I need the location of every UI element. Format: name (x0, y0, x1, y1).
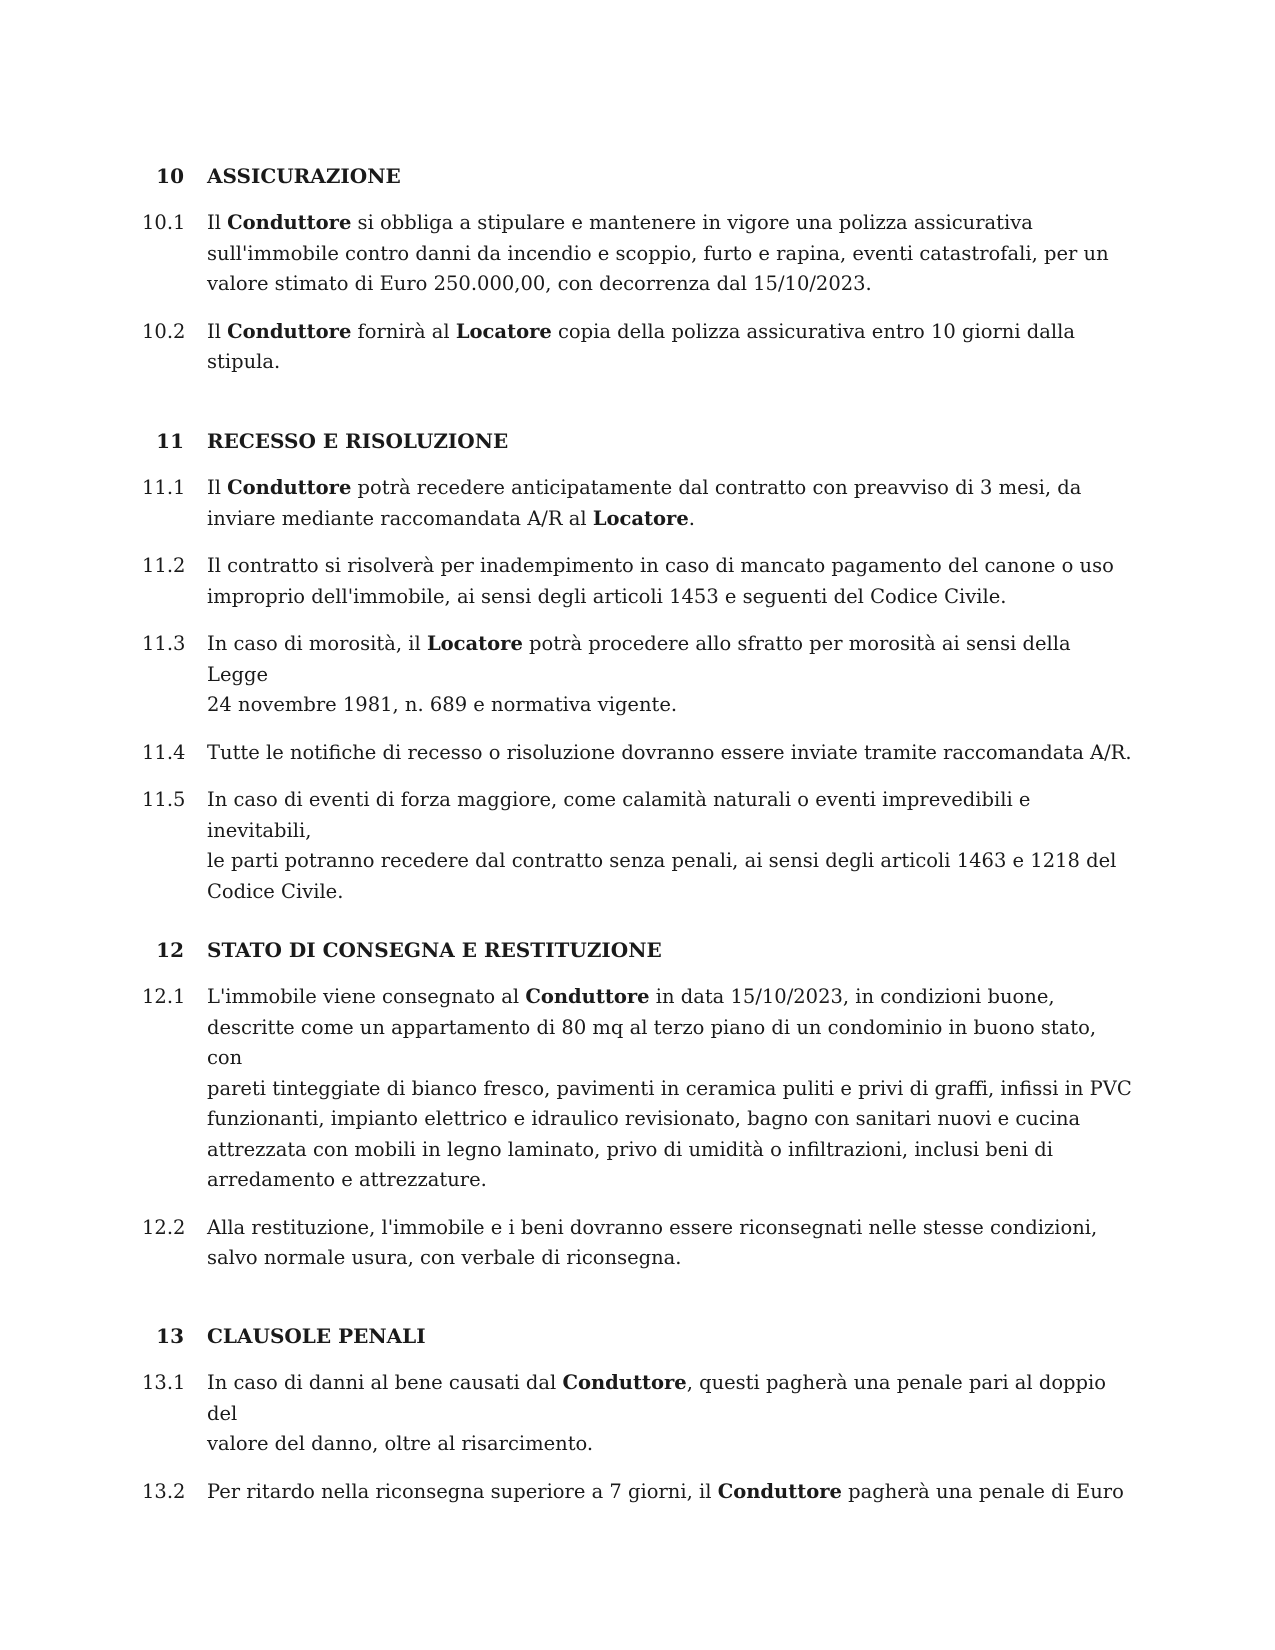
clause-text-run: in data 15/10/2023, in condizioni buone, descritte come un appartamento di 80 mq al terzo piano di un condominio in buono stato, con pareti tinteggiate di bianco fresco, pavimenti in ceramica puliti e privi di graffi, infissi in PVC funzionanti, impianto elettrico e idraulico revisionato, bagno con sanitari nuovi e cucina attrezzata con mobili in legno laminato, privo di umidità o infiltrazioni, inclusi beni di arredamento e attrezzature. (207, 985, 1132, 1191)
clause-text-run: fornirà al (351, 319, 456, 343)
clause-number: 11.5 (142, 788, 186, 811)
clause-text (207, 473, 1137, 534)
clause-text-run: Il (207, 211, 228, 234)
clause-text-run: In caso di morosità, il (207, 632, 427, 655)
clause-12-2 (0, 1213, 1275, 1274)
clause-text-run: Tutte le notifiche di recesso o risoluzione dovranno essere inviate tramite raccomandata A/R. (207, 740, 1132, 764)
clause-number: 10.1 (142, 211, 186, 234)
section-heading (0, 934, 1275, 966)
clause-text-run: Per ritardo nella riconsegna superiore a 7 giorni, il (207, 1479, 718, 1503)
party-name: Conduttore (562, 1371, 687, 1394)
clause-text (207, 629, 1137, 721)
party-name: Locatore (455, 319, 552, 343)
clause-number: 13.2 (142, 1479, 186, 1503)
clause-text (207, 551, 1137, 612)
clause-text (207, 1477, 1137, 1508)
clause-10-1 (0, 208, 1275, 300)
section-heading (0, 1320, 1275, 1352)
clause-text-run: pagherà una penale di Euro (841, 1479, 1124, 1503)
clause-text (207, 785, 1137, 907)
section-number: 11 (156, 429, 184, 453)
clause-text (207, 1213, 1137, 1274)
section-heading (0, 425, 1275, 457)
clause-number: 12.2 (142, 1215, 186, 1239)
section-13 (0, 1320, 1275, 1507)
clause-number: 10.2 (142, 319, 186, 343)
section-10 (0, 160, 1275, 378)
party-name: Conduttore (717, 1479, 842, 1503)
clause-text-run: potrà recedere anticipatamente dal contratto con preavviso di 3 mesi, da inviare mediante raccomandata A/R al (207, 476, 1082, 530)
section-number: 13 (156, 1324, 184, 1348)
clause-text-run: Il contratto si risolverà per inadempimento in caso di mancato pagamento del canone o uso improprio dell'immobile, ai sensi degli articoli 1453 e seguenti del Codice Civile. (207, 554, 1114, 608)
clause-text (207, 738, 1137, 769)
clause-12-1 (0, 982, 1275, 1196)
party-name: Conduttore (227, 211, 352, 234)
clause-text (207, 982, 1137, 1196)
clause-text-run: Il (207, 476, 228, 499)
clause-number: 13.1 (142, 1371, 186, 1394)
party-name: Locatore (592, 506, 689, 530)
clause-number: 12.1 (142, 985, 186, 1008)
section-title: STATO DI CONSEGNA E RESTITUZIONE (207, 938, 662, 962)
clause-11-5 (0, 785, 1275, 907)
clause-text-run: potrà procedere allo sfratto per morosità ai sensi della Legge 24 novembre 1981, n. 689 e normativa vigente. (207, 632, 1071, 716)
clause-text-run: . (688, 506, 695, 530)
clause-text-run: Il (207, 319, 228, 343)
clause-number: 11.2 (142, 554, 186, 577)
clause-text-run: Alla restituzione, l'immobile e i beni dovranno essere riconsegnati nelle stesse condizioni, salvo normale usura, con verbale di riconsegna. (207, 1215, 1098, 1269)
clause-text (207, 317, 1137, 378)
clause-text (207, 1368, 1137, 1460)
clause-text-run: , questi pagherà una penale pari al doppio del valore del danno, oltre al risarcimento. (207, 1371, 1106, 1455)
section-title: CLAUSOLE PENALI (207, 1324, 426, 1348)
clause-text-run: copia della polizza assicurativa entro 10 giorni dalla stipula. (207, 319, 1075, 373)
section-title: ASSICURAZIONE (207, 164, 401, 188)
section-title: RECESSO E RISOLUZIONE (207, 429, 509, 453)
party-name: Conduttore (227, 319, 352, 343)
clause-10-2 (0, 317, 1275, 378)
section-number: 10 (156, 164, 184, 188)
clause-13-2 (0, 1477, 1275, 1508)
clause-11-3 (0, 629, 1275, 721)
clause-text-run: L'immobile viene consegnato al (207, 985, 526, 1008)
party-name: Conduttore (525, 985, 650, 1008)
clause-text-run: In caso di eventi di forza maggiore, come calamità naturali o eventi imprevedibili e inevitabili, le parti potranno recedere dal contratto senza penali, ai sensi degli articoli 1463 e 1218 del Codice Civile. (207, 788, 1117, 903)
clause-11-1 (0, 473, 1275, 534)
section-number: 12 (156, 938, 184, 962)
section-heading (0, 160, 1275, 192)
clause-text-run: si obbliga a stipulare e mantenere in vigore una polizza assicurativa sull'immobile contro danni da incendio e scoppio, furto e rapina, eventi catastrofali, per un valore stimato di Euro 250.000,00, con decorrenza dal 15/10/2023. (207, 211, 1109, 295)
clause-11-4 (0, 738, 1275, 769)
clause-number: 11.1 (142, 476, 186, 499)
party-name: Locatore (426, 632, 523, 655)
party-name: Conduttore (227, 476, 352, 499)
clause-text-run: In caso di danni al bene causati dal (207, 1371, 563, 1394)
clause-number: 11.4 (142, 740, 186, 764)
clause-13-1 (0, 1368, 1275, 1460)
clause-text (207, 208, 1137, 300)
clause-number: 11.3 (142, 632, 186, 655)
clause-11-2 (0, 551, 1275, 612)
section-11 (0, 425, 1275, 907)
section-12 (0, 934, 1275, 1274)
